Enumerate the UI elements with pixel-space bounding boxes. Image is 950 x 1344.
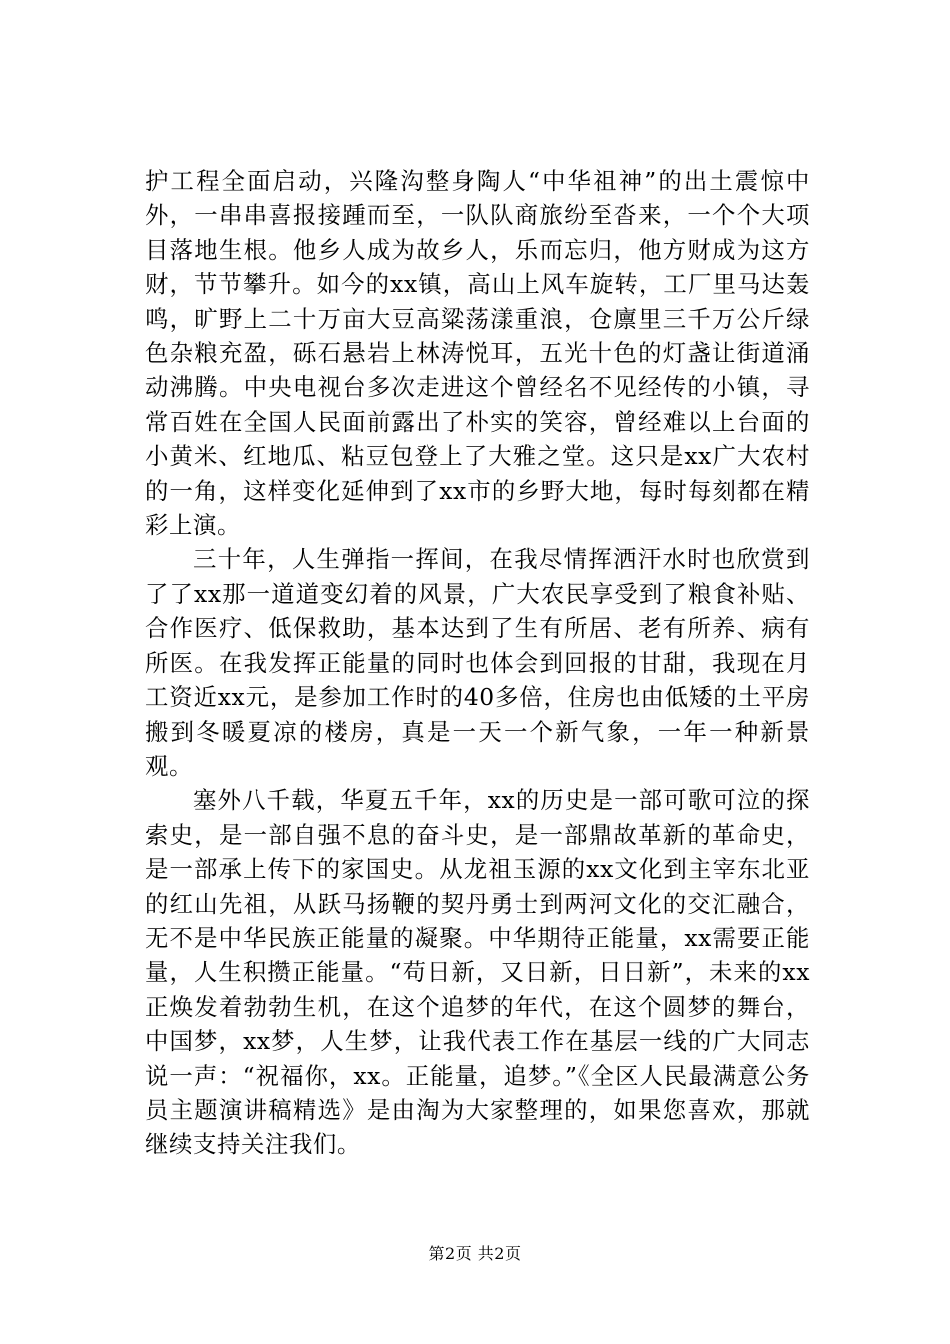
paragraph-3: 塞外八千载，华夏五千年，xx的历史是一部可歌可泣的探索史，是一部自强不息的奋斗史，是一部鼎故革新的革命史，是一部承上传下的家国史。从龙祖玉源的xx文化到主宰东北亚的红山先祖，从跃马扬鞭的契丹勇士到两河文化的交汇融合，无不是中华民族正能量的凝聚。中华期待正能量，xx需要正能量，人生积攒正能量。“苟日新，又日新，日日新”，未来的xx正焕发着勃勃生机，在这个追梦的年代，在这个圆梦的舞台，中国梦，xx梦，人生梦，让我代表工作在基层一线的广大同志说一声：“祝福你，xx。正能量，追梦。”《全区人民最满意公务员主题演讲稿精选》是由淘为大家整理的，如果您喜欢，那就继续支持关注我们。 [145,786,810,1159]
document-body [145,164,810,1162]
page-number-footer: 第2页 共2页 [428,1244,522,1263]
paragraph-1: 护工程全面启动，兴隆沟整身陶人“中华祖神”的出土震惊中外，一串串喜报接踵而至，一队队商旅纷至沓来，一个个大项目落地生根。他乡人成为故乡人，乐而忘归，他方财成为这方财，节节攀升。如今的xx镇，高山上风车旋转，工厂里马达轰鸣，旷野上二十万亩大豆高粱荡漾重浪，仓廪里三千万公斤绿色杂粮充盈，砾石悬岩上林涛悦耳，五光十色的灯盏让街道涌动沸腾。中央电视台多次走进这个曾经名不见经传的小镇，寻常百姓在全国人民面前露出了朴实的笑容，曾经难以上台面的小黄米、红地瓜、粘豆包登上了大雅之堂。这只是xx广大农村的一角，这样变化延伸到了xx市的乡野大地，每时每刻都在精彩上演。 [145,167,810,540]
paragraph-2: 三十年，人生弹指一挥间，在我尽情挥洒汗水时也欣赏到了了xx那一道道变幻着的风景，广大农民享受到了粮食补贴、合作医疗、低保救助，基本达到了生有所居、老有所养、病有所医。在我发挥正能量的同时也体会到回报的甘甜，我现在月工资近xx元，是参加工作时的40多倍，住房也由低矮的土平房搬到冬暖夏凉的楼房，真是一天一个新气象，一年一种新景观。 [145,545,810,780]
